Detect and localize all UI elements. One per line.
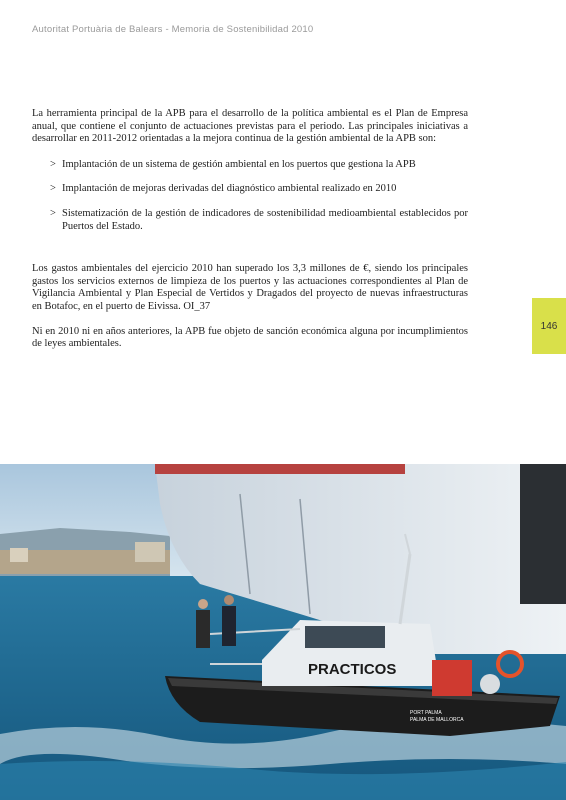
boat-label: PRACTICOS — [308, 661, 397, 678]
hull-sublabel: PALMA DE MALLORCA — [410, 717, 464, 723]
bullet-marker: > — [50, 207, 56, 219]
ferry-stripe — [155, 464, 405, 474]
paragraph-expenses: Los gastos ambientales del ejercicio 2010 han superado los 3,3 millones de €, siendo los principales gastos los servicios externos de limpieza de los puertos y las actuaciones correspondientes al Plan de Vigilancia Ambiental y Plan Especial de Vertidos y Dragados del proyecto de nuevas infraestructuras en Botafoc, en el puerto de Eivissa. OI_37 — [32, 263, 468, 312]
paragraph-sanctions: Ni en 2010 ni en años anteriores, la APB fue objeto de sanción económica alguna por incumplimientos de leyes ambientales. — [32, 325, 468, 350]
cabin-windows — [305, 626, 385, 648]
harbour-photo — [0, 464, 566, 800]
ferry-windows — [520, 464, 566, 604]
page-number: 146 — [540, 320, 558, 332]
paragraph-intro: La herramienta principal de la APB para el desarrollo de la política ambiental es el Plan de Empresa anual, que contiene el conjunto de actuaciones previstas para el periodo. Las principales iniciativas a desarrollar en 2011-2012 orientadas a la mejora continua de la gestión ambiental de la APB son: — [32, 108, 468, 145]
list-item-text: Sistematización de la gestión de indicadores de sostenibilidad medioambiental establecidos por Puertos del Estado. — [62, 207, 468, 232]
page-number-tab — [532, 298, 566, 354]
list-item-text: Implantación de mejoras derivadas del diagnóstico ambiental realizado en 2010 — [62, 183, 397, 195]
list-item — [50, 159, 468, 172]
list-item — [50, 183, 468, 196]
list-item — [50, 208, 468, 233]
person-figure — [222, 606, 236, 646]
initiatives-list — [32, 159, 468, 233]
hull-label: PORT PALMA — [410, 710, 442, 716]
list-item-text: Implantación de un sistema de gestión ambiental en los puertos que gestiona la APB — [62, 158, 416, 170]
red-equipment — [432, 660, 472, 696]
bullet-marker: > — [50, 158, 56, 170]
person-figure — [196, 610, 210, 648]
pilot-boat-image — [0, 464, 566, 800]
running-header: Autoritat Portuària de Balears - Memoria de Sostenibilidad 2010 — [32, 24, 314, 35]
bullet-marker: > — [50, 183, 56, 195]
main-text — [32, 108, 468, 351]
